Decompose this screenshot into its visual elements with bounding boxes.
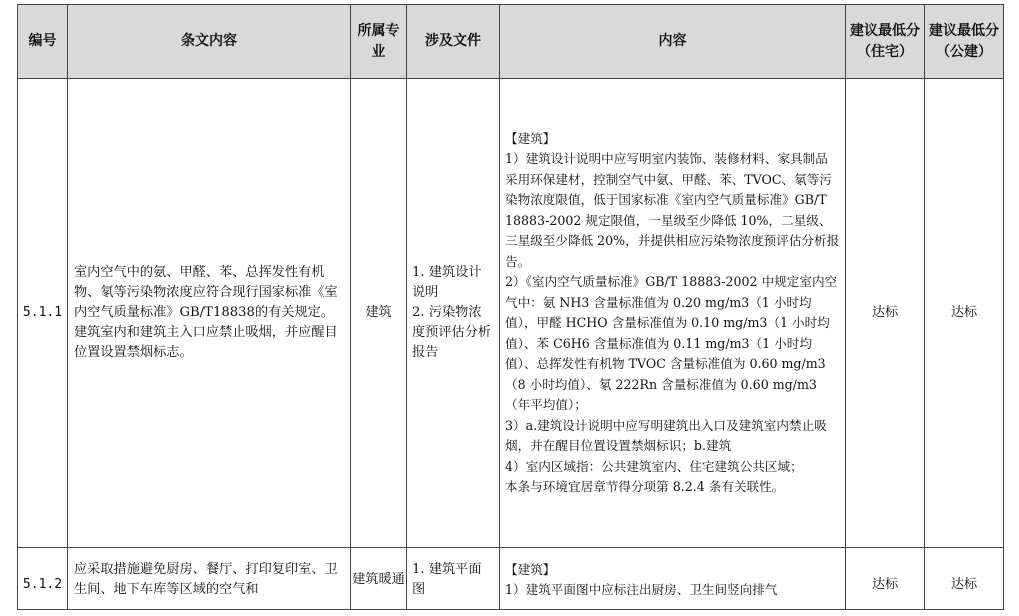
min-score-residential: 达标 bbox=[846, 548, 925, 610]
header-clause: 条文内容 bbox=[68, 5, 351, 79]
content-paragraph: 【建筑】 bbox=[505, 130, 556, 146]
content-cell bbox=[500, 79, 846, 548]
content-paragraph: 1）建筑设计说明中应写明室内装饰、装修材料、家具制品采用环保建材，控制空气中氨、甲醛、苯、TVOC、氡等污染物浓度限值，低于国家标准《室内空气质量标准》GB/T 18883-2002 规定限值，一星级至少降低 10%，二星级、三星级至少降低 20%，并提供相应污染物浓度预评估分析报告。 bbox=[505, 151, 840, 269]
standards-table bbox=[17, 4, 1004, 610]
document-item: 1. 建筑设计说明 bbox=[412, 265, 482, 300]
table-row bbox=[18, 79, 1004, 548]
content-paragraph: 2）《室内空气质量标准》GB/T 18883-2002 中规定室内空气中：氨 NH3 含量标准值为 0.20 mg/m3（1 小时均值），甲醛 HCHO 含量标准值为 0.10 mg/m3（1 小时均值）、苯 C6H6 含量标准值为 0.11 mg/m3（1 小时均值）、总挥发性有机物 TVOC 含量标准值为 0.60 mg/m3（8 小时均值）、氡 222Rn 含量标准值为 0.60 mg/m3（年平均值）； bbox=[505, 274, 838, 412]
header-row bbox=[18, 5, 1004, 79]
min-score-public: 达标 bbox=[925, 79, 1004, 548]
content-paragraph: 1）建筑平面图中应标注出厨房、卫生间竖向排气 bbox=[505, 582, 778, 597]
content-cell bbox=[500, 548, 846, 610]
min-score-public: 达标 bbox=[925, 548, 1004, 610]
header-docs: 涉及文件 bbox=[407, 5, 500, 79]
documents-cell bbox=[407, 548, 500, 610]
header-content: 内容 bbox=[500, 5, 846, 79]
row-number: 5.1.1 bbox=[18, 79, 68, 548]
row-number: 5.1.2 bbox=[18, 548, 68, 610]
table-row bbox=[18, 548, 1004, 610]
major-cell: 建筑暖通 bbox=[351, 548, 407, 610]
clause-text: 应采取措施避免厨房、餐厅、打印复印室、卫生间、地下车库等区域的空气和 bbox=[68, 548, 351, 610]
min-score-residential: 达标 bbox=[846, 79, 925, 548]
header-min-score-residential: 建议最低分（住宅） bbox=[846, 5, 925, 79]
content-paragraph: 3）a.建筑设计说明中应写明建筑出入口及建筑室内禁止吸烟，并在醒目位置设置禁烟标识；b.建筑 bbox=[505, 417, 827, 453]
header-major: 所属专业 bbox=[351, 5, 407, 79]
content-paragraph: 4）室内区域指：公共建筑室内、住宅建筑公共区域； bbox=[505, 458, 803, 474]
header-no: 编号 bbox=[18, 5, 68, 79]
clause-text: 室内空气中的氨、甲醛、苯、总挥发性有机物、氡等污染物浓度应符合现行国家标准《室内空气质量标准》GB/T18838的有关规定。建筑室内和建筑主入口应禁止吸烟，并应醒目位置设置禁烟标志。 bbox=[68, 79, 351, 548]
document-item: 2. 污染物浓度预评估分析报告 bbox=[412, 305, 492, 360]
major-cell: 建筑 bbox=[351, 79, 407, 548]
content-paragraph: 本条与环境宜居章节得分项第 8.2.4 条有关联性。 bbox=[505, 479, 785, 494]
content-paragraph: 【建筑】 bbox=[505, 561, 556, 577]
header-min-score-public: 建议最低分（公建） bbox=[925, 5, 1004, 79]
document-item: 1. 建筑平面图 bbox=[412, 562, 482, 597]
documents-cell bbox=[407, 79, 500, 548]
